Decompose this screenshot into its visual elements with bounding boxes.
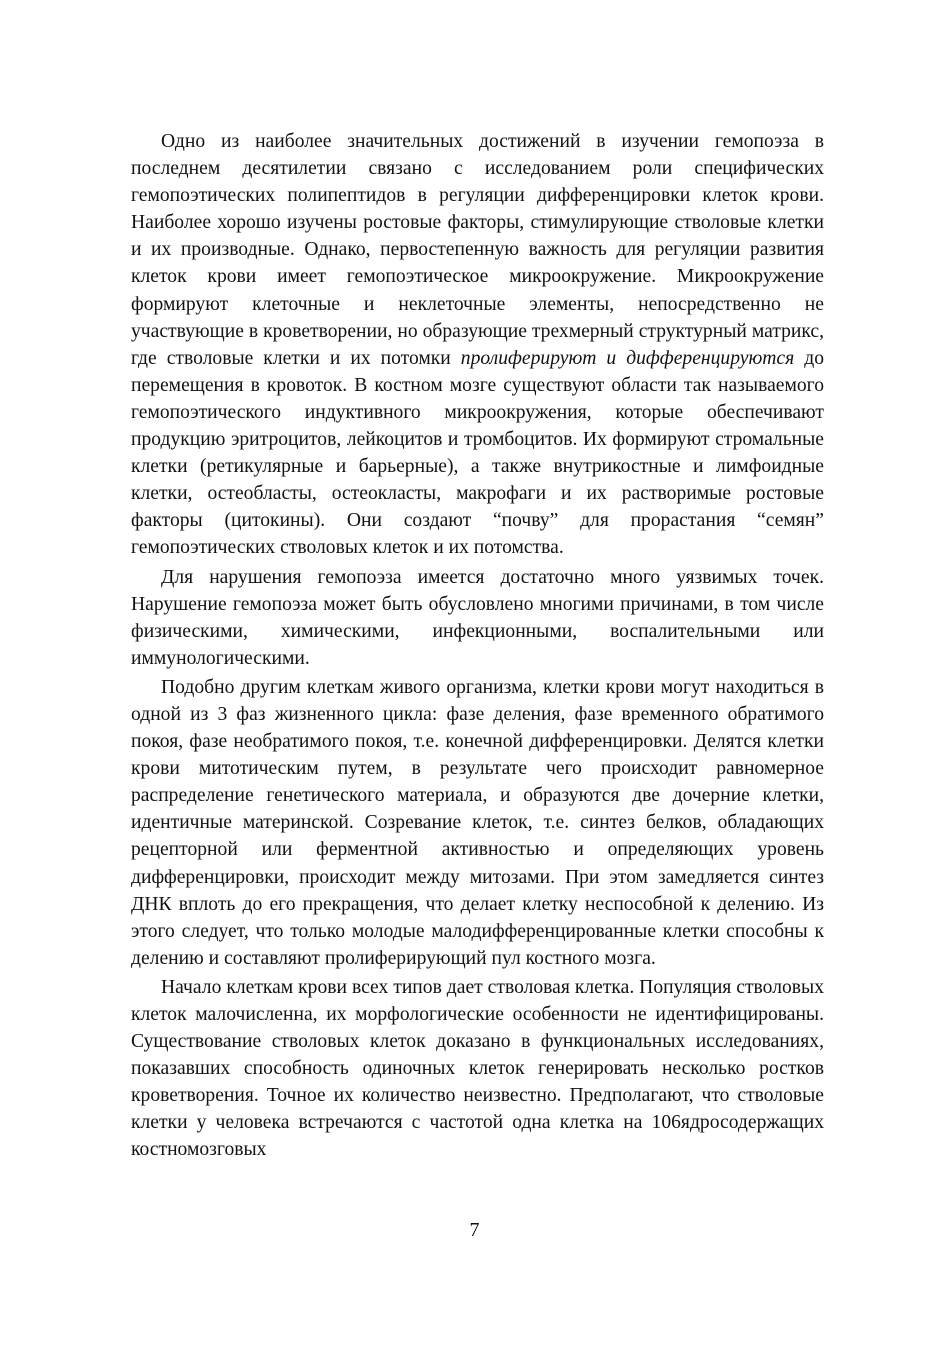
body-text [131, 128, 824, 1166]
paragraph-1-text-end: до перемещения в кровоток. В костном мозге существуют области так называемого гемопоэтического индуктивного микроокружения, которые обеспечивают продукцию эритроцитов, лейкоцитов и тромбоцитов. Их формируют стромальные клетки (ретикулярные и барьерные), а также внутрикостные и лимфоидные клетки, остеобласты, остеокласты, макрофаги и их растворимые ростовые факторы (цитокины). Они создают “почву” для прорастания “семян” гемопоэтических стволовых клеток и их потомства. [131, 347, 824, 559]
paragraph-1-emphasis: пролиферируют и дифференцируются [460, 347, 795, 369]
page-number: 7 [469, 1219, 480, 1241]
paragraph-cell-life-cycle: Подобно другим клеткам живого организма, клетки крови могут находиться в одной из 3 фаз жизненного цикла: фазе деления, фазе временного обратимого покоя, фазе необратимого покоя, т.е. конечной дифференцировки. Делятся клетки крови митотическим путем, в результате чего происходит равномерное распределение генетического материала, и образуются две дочерние клетки, идентичные материнской. Созревание клеток, т.е. синтез белков, обладающих рецепторной или ферментной активностью и определяющих уровень дифференцировки, происходит между митозами. При этом замедляется синтез ДНК вплоть до его прекращения, что делает клетку неспособной к делению. Из этого следует, что только молодые малодифференцированные клетки способны к делению и составляют пролиферирующий пул костного мозга. [131, 676, 824, 969]
paragraph-stem-cells: Начало клеткам крови всех типов дает стволовая клетка. Популяция стволовых клеток малочисленна, их морфологические особенности не идентифицированы. Существование стволовых клеток доказано в функциональных исследованиях, показавших способность одиночных клеток генерировать несколько ростков кроветворения. Точное их количество неизвестно. Предполагают, что стволовые клетки у человека встречаются с частотой одна клетка на 106ядросодержащих костномозговых [131, 976, 824, 1161]
paragraph-1-text-start: Одно из наиболее значительных достижений в изучении гемопоэза в последнем десятилетии связано с исследованием роли специфических гемопоэтических полипептидов в регуляции дифференцировки клеток крови. Наиболее хорошо изучены ростовые факторы, стимулирующие стволовые клетки и их производные. Однако, первостепенную важность для регуляции развития клеток крови имеет гемопоэтическое микроокружение. Микроокружение формируют клеточные и неклеточные элементы, непосредственно не участвующие в кроветворении, но образующие трехмерный структурный матрикс, где стволовые клетки и их потомки [131, 131, 824, 369]
paragraph-hematopoietic-microenvironment [131, 128, 824, 562]
paragraph-hematopoiesis-disorders: Для нарушения гемопоэза имеется достаточно много уязвимых точек. Нарушение гемопоэза может быть обусловлено многими причинами, в том числе физическими, химическими, инфекционными, воспалительными или иммунологическими. [131, 566, 824, 669]
